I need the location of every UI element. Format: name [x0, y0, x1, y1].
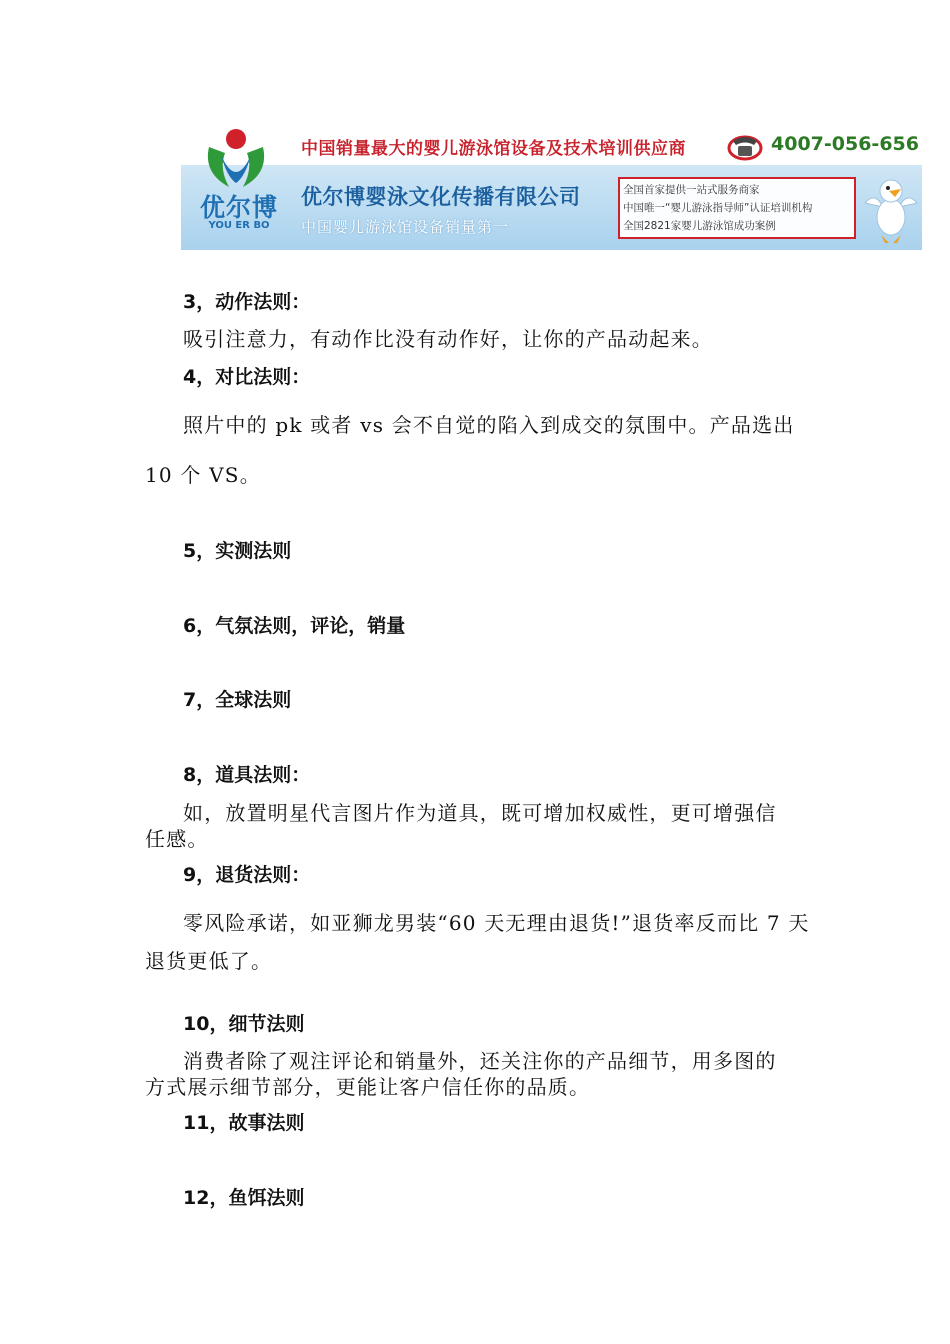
paragraph: 方式展示细节部分，更能让客户信任你的品质。 [145, 1075, 591, 1099]
info-box [618, 177, 856, 239]
section-heading: 11，故事法则 [183, 1112, 305, 1134]
section-heading: 10，细节法则 [183, 1013, 305, 1035]
header-banner [181, 123, 922, 250]
paragraph: 10 个 VS。 [145, 463, 261, 487]
section-heading: 3，动作法则： [183, 291, 311, 313]
info-line: 中国唯一“婴儿游泳指导师”认证培训机构 [623, 202, 813, 214]
mascot-icon [861, 173, 921, 247]
paragraph: 吸引注意力，有动作比没有动作好，让你的产品动起来。 [183, 327, 713, 351]
section-heading: 6，气氛法则，评论，销量 [183, 615, 406, 637]
paragraph: 退货更低了。 [145, 949, 273, 973]
section-heading: 4，对比法则： [183, 366, 311, 388]
info-line: 全国首家提供一站式服务商家 [623, 184, 760, 196]
company-subtitle: 中国婴儿游泳馆设备销量第一 [301, 218, 510, 236]
paragraph: 如，放置明星代言图片作为道具，既可增加权威性，更可增强信 [183, 801, 777, 825]
paragraph: 消费者除了观注评论和销量外，还关注你的产品细节，用多图的 [183, 1049, 777, 1073]
phone-icon [727, 131, 763, 161]
logo-text: 优尔博 [199, 193, 278, 222]
logo-english-text: YOU ER BO [208, 220, 270, 231]
section-heading: 5，实测法则 [183, 540, 292, 562]
info-line: 全国2821家婴儿游泳馆成功案例 [623, 220, 776, 232]
section-heading: 7，全球法则 [183, 689, 292, 711]
section-heading: 12，鱼饵法则 [183, 1187, 305, 1209]
phone-number: 4007-056-656 [771, 133, 919, 155]
section-heading: 9，退货法则： [183, 864, 311, 886]
paragraph: 任感。 [145, 827, 209, 851]
paragraph: 零风险承诺，如亚狮龙男装“60 天无理由退货!”退货率反而比 7 天 [183, 911, 810, 935]
section-heading: 8，道具法则： [183, 764, 311, 786]
company-name: 优尔博婴泳文化传播有限公司 [301, 185, 581, 209]
banner-slogan: 中国销量最大的婴儿游泳馆设备及技术培训供应商 [301, 139, 686, 159]
paragraph: 照片中的 pk 或者 vs 会不自觉的陷入到成交的氛围中。产品选出 [183, 413, 795, 437]
logo-icon [199, 125, 273, 195]
